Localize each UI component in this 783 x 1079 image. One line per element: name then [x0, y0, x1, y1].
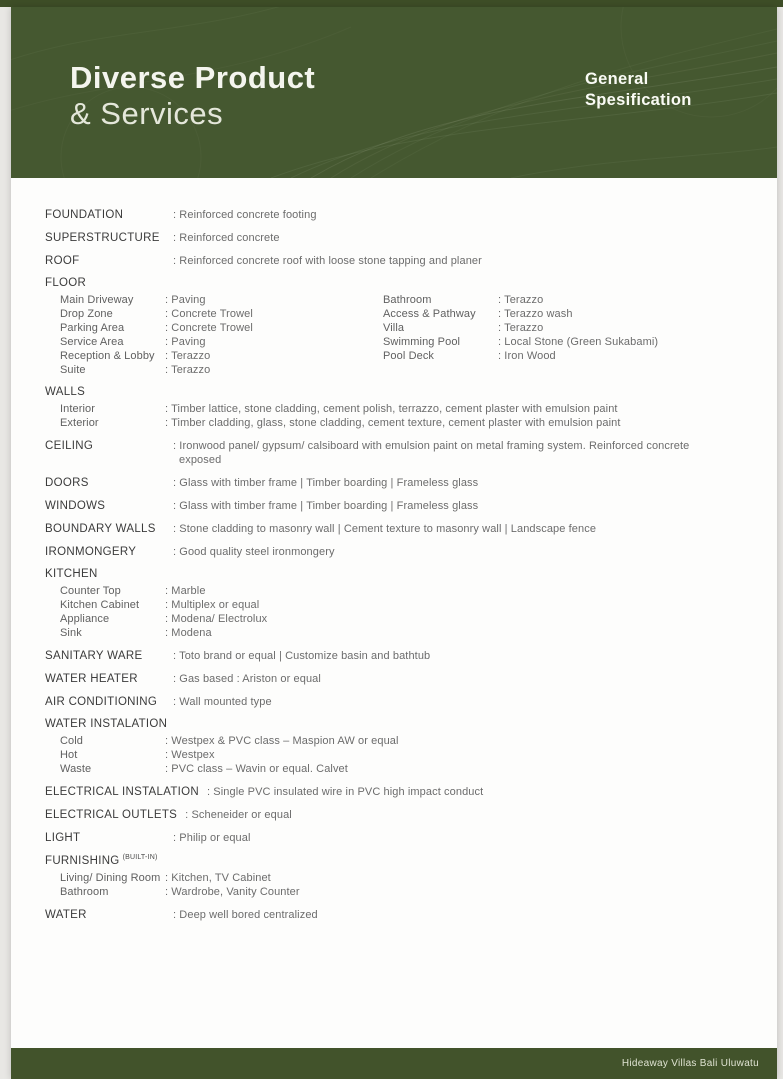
spec-row-sanitary-ware	[45, 649, 749, 663]
spec-sublabel: Counter Top	[60, 585, 121, 597]
spec-sublabel: Interior	[60, 403, 96, 415]
spec-row-electrical-instalation	[45, 785, 749, 799]
spec-subrow	[383, 349, 749, 363]
spec-label: IRONMONGERY	[45, 546, 137, 558]
spec-subrow	[45, 321, 383, 335]
spec-sublabel: Suite	[60, 364, 86, 376]
spec-row-air-conditioning	[45, 695, 749, 709]
spec-value: : Good quality steel ironmongery	[173, 546, 335, 558]
spec-sublabel: Service Area	[60, 336, 124, 348]
spec-value: : Ironwood panel/ gypsum/ calsiboard with emulsion paint on metal framing system. Reinforced concrete exposed	[173, 440, 690, 466]
floor-column-left	[45, 293, 383, 377]
spec-value: : Single PVC insulated wire in PVC high impact conduct	[207, 786, 484, 798]
spec-value: : Terazzo	[165, 350, 211, 362]
spec-value: : Philip or equal	[173, 832, 251, 844]
spec-sublabel: Villa	[383, 322, 405, 334]
furnishing-label: FURNISHING	[45, 855, 120, 867]
floor-column-right	[383, 293, 749, 377]
spec-value: : Terazzo	[165, 364, 211, 376]
spec-value: : Modena	[165, 627, 212, 639]
spec-value: : Westpex & PVC class – Maspion AW or equal	[165, 735, 399, 747]
spec-group-furnishing	[45, 854, 749, 899]
spec-group-kitchen	[45, 568, 749, 640]
spec-label: WINDOWS	[45, 500, 106, 512]
spec-label: DOORS	[45, 477, 89, 489]
spec-sublabel: Pool Deck	[383, 350, 435, 362]
spec-value: : Terazzo wash	[498, 308, 573, 320]
spec-section-label: WALLS	[45, 386, 86, 398]
spec-subrow	[45, 363, 383, 377]
spec-section-label: WATER INSTALATION	[45, 718, 168, 730]
spec-row-boundary-walls	[45, 522, 749, 536]
subtitle-line-1: General	[585, 70, 649, 88]
spec-sublabel: Access & Pathway	[383, 308, 476, 320]
spec-row-water-heater	[45, 672, 749, 686]
spec-label: ELECTRICAL OUTLETS	[45, 809, 178, 821]
spec-value: : Wardrobe, Vanity Counter	[165, 886, 300, 898]
spec-sublabel: Waste	[60, 763, 92, 775]
spec-value: : Reinforced concrete roof with loose stone tapping and planer	[173, 255, 482, 267]
spec-value: : Stone cladding to masonry wall | Cement texture to masonry wall | Landscape fence	[173, 523, 597, 535]
spec-row-windows	[45, 499, 749, 513]
spec-subrow	[45, 762, 749, 776]
spec-row-foundation	[45, 208, 749, 222]
spec-value: : Timber cladding, glass, stone cladding, cement texture, cement plaster with emulsion paint	[165, 417, 621, 429]
spec-label: BOUNDARY WALLS	[45, 523, 156, 535]
spec-group-floor	[45, 277, 749, 377]
spec-row-water	[45, 908, 749, 922]
spec-subrow	[45, 293, 383, 307]
spec-label: ELECTRICAL INSTALATION	[45, 786, 199, 798]
spec-sublabel: Sink	[60, 627, 82, 639]
spec-subrow	[45, 748, 749, 762]
page-title	[70, 60, 315, 132]
spec-list	[11, 178, 777, 922]
spec-sublabel: Parking Area	[60, 322, 125, 334]
floor-columns	[45, 293, 749, 377]
spec-sublabel: Main Driveway	[60, 294, 134, 306]
spec-value: : Westpex	[165, 749, 215, 761]
spec-value: : Glass with timber frame | Timber boarding | Frameless glass	[173, 500, 479, 512]
spec-subrow	[383, 307, 749, 321]
spec-value: : Local Stone (Green Sukabami)	[498, 336, 659, 348]
title-line-1: Diverse Product	[70, 60, 316, 95]
spec-sublabel: Living/ Dining Room	[60, 872, 161, 884]
spec-subrow	[45, 598, 749, 612]
spec-subrow	[45, 335, 383, 349]
spec-label: LIGHT	[45, 832, 81, 844]
title-line-2: & Services	[70, 96, 224, 131]
spec-value: : Marble	[165, 585, 206, 597]
spec-subrow	[45, 885, 749, 899]
spec-subrow	[45, 307, 383, 321]
spec-sublabel: Bathroom	[383, 294, 432, 306]
spec-value: : Iron Wood	[498, 350, 556, 362]
spec-section-label: FLOOR	[45, 277, 87, 289]
spec-row-ceiling	[45, 439, 749, 467]
spec-label: WATER HEATER	[45, 673, 138, 685]
spec-sublabel: Reception & Lobby	[60, 350, 155, 362]
spec-value: : Wall mounted type	[173, 696, 272, 708]
spec-sublabel: Drop Zone	[60, 308, 113, 320]
spec-group-walls	[45, 386, 749, 430]
spec-row-light	[45, 831, 749, 845]
spec-value: : Scheneider or equal	[185, 809, 292, 821]
spec-label: AIR CONDITIONING	[45, 696, 158, 708]
spec-subrow	[383, 293, 749, 307]
footer-text: Hideaway Villas Bali Uluwatu	[621, 1058, 759, 1069]
spec-value: : Gas based : Ariston or equal	[173, 673, 321, 685]
spec-value: : PVC class – Wavin or equal. Calvet	[165, 763, 348, 775]
spec-label: CEILING	[45, 440, 94, 452]
spec-subrow	[45, 612, 749, 626]
spec-row-superstructure	[45, 231, 749, 245]
subtitle-line-2: Spesification	[585, 91, 692, 109]
spec-row-doors	[45, 476, 749, 490]
spec-row-roof	[45, 254, 749, 268]
header-subtitle	[585, 69, 692, 111]
spec-value: : Concrete Trowel	[165, 322, 253, 334]
top-border-strip	[0, 0, 783, 7]
spec-section-label	[45, 854, 749, 867]
spec-value: : Kitchen, TV Cabinet	[165, 872, 271, 884]
spec-subrow	[45, 584, 749, 598]
spec-subrow	[383, 335, 749, 349]
spec-sublabel: Hot	[60, 749, 78, 761]
spec-sublabel: Bathroom	[60, 886, 109, 898]
spec-value: : Modena/ Electrolux	[165, 613, 268, 625]
spec-value: : Glass with timber frame | Timber boarding | Frameless glass	[173, 477, 479, 489]
spec-value: : Terazzo	[498, 294, 544, 306]
spec-sublabel: Kitchen Cabinet	[60, 599, 140, 611]
spec-subrow	[45, 871, 749, 885]
spec-value: : Timber lattice, stone cladding, cement polish, terrazzo, cement plaster with emulsion paint	[165, 403, 618, 415]
spec-subrow	[45, 349, 383, 363]
spec-sublabel: Cold	[60, 735, 84, 747]
spec-subrow	[45, 402, 749, 416]
spec-value: : Concrete Trowel	[165, 308, 253, 320]
spec-label: FOUNDATION	[45, 209, 124, 221]
spec-row-electrical-outlets	[45, 808, 749, 822]
spec-subrow	[45, 626, 749, 640]
spec-sublabel: Exterior	[60, 417, 99, 429]
spec-label: SANITARY WARE	[45, 650, 143, 662]
spec-group-water-instalation	[45, 718, 749, 776]
spec-value: : Deep well bored centralized	[173, 909, 318, 921]
spec-label: SUPERSTRUCTURE	[45, 232, 160, 244]
spec-sublabel: Appliance	[60, 613, 110, 625]
spec-value: : Reinforced concrete	[173, 232, 280, 244]
spec-value: : Paving	[165, 336, 206, 348]
spec-value: : Multiplex or equal	[165, 599, 260, 611]
spec-label: WATER	[45, 909, 87, 921]
furnishing-built-in-suffix: (BUILT-IN)	[122, 854, 158, 861]
spec-subrow	[45, 416, 749, 430]
spec-subrow	[45, 734, 749, 748]
spec-label: ROOF	[45, 255, 80, 267]
document-page	[11, 7, 777, 1079]
spec-value: : Paving	[165, 294, 206, 306]
page-footer	[11, 1048, 777, 1079]
spec-sublabel: Swimming Pool	[383, 336, 461, 348]
spec-value: : Terazzo	[498, 322, 544, 334]
spec-value: : Toto brand or equal | Customize basin and bathtub	[173, 650, 431, 662]
spec-row-ironmongery	[45, 545, 749, 559]
spec-subrow	[383, 321, 749, 335]
page-header	[11, 7, 777, 178]
spec-section-label: KITCHEN	[45, 568, 98, 580]
spec-value: : Reinforced concrete footing	[173, 209, 317, 221]
